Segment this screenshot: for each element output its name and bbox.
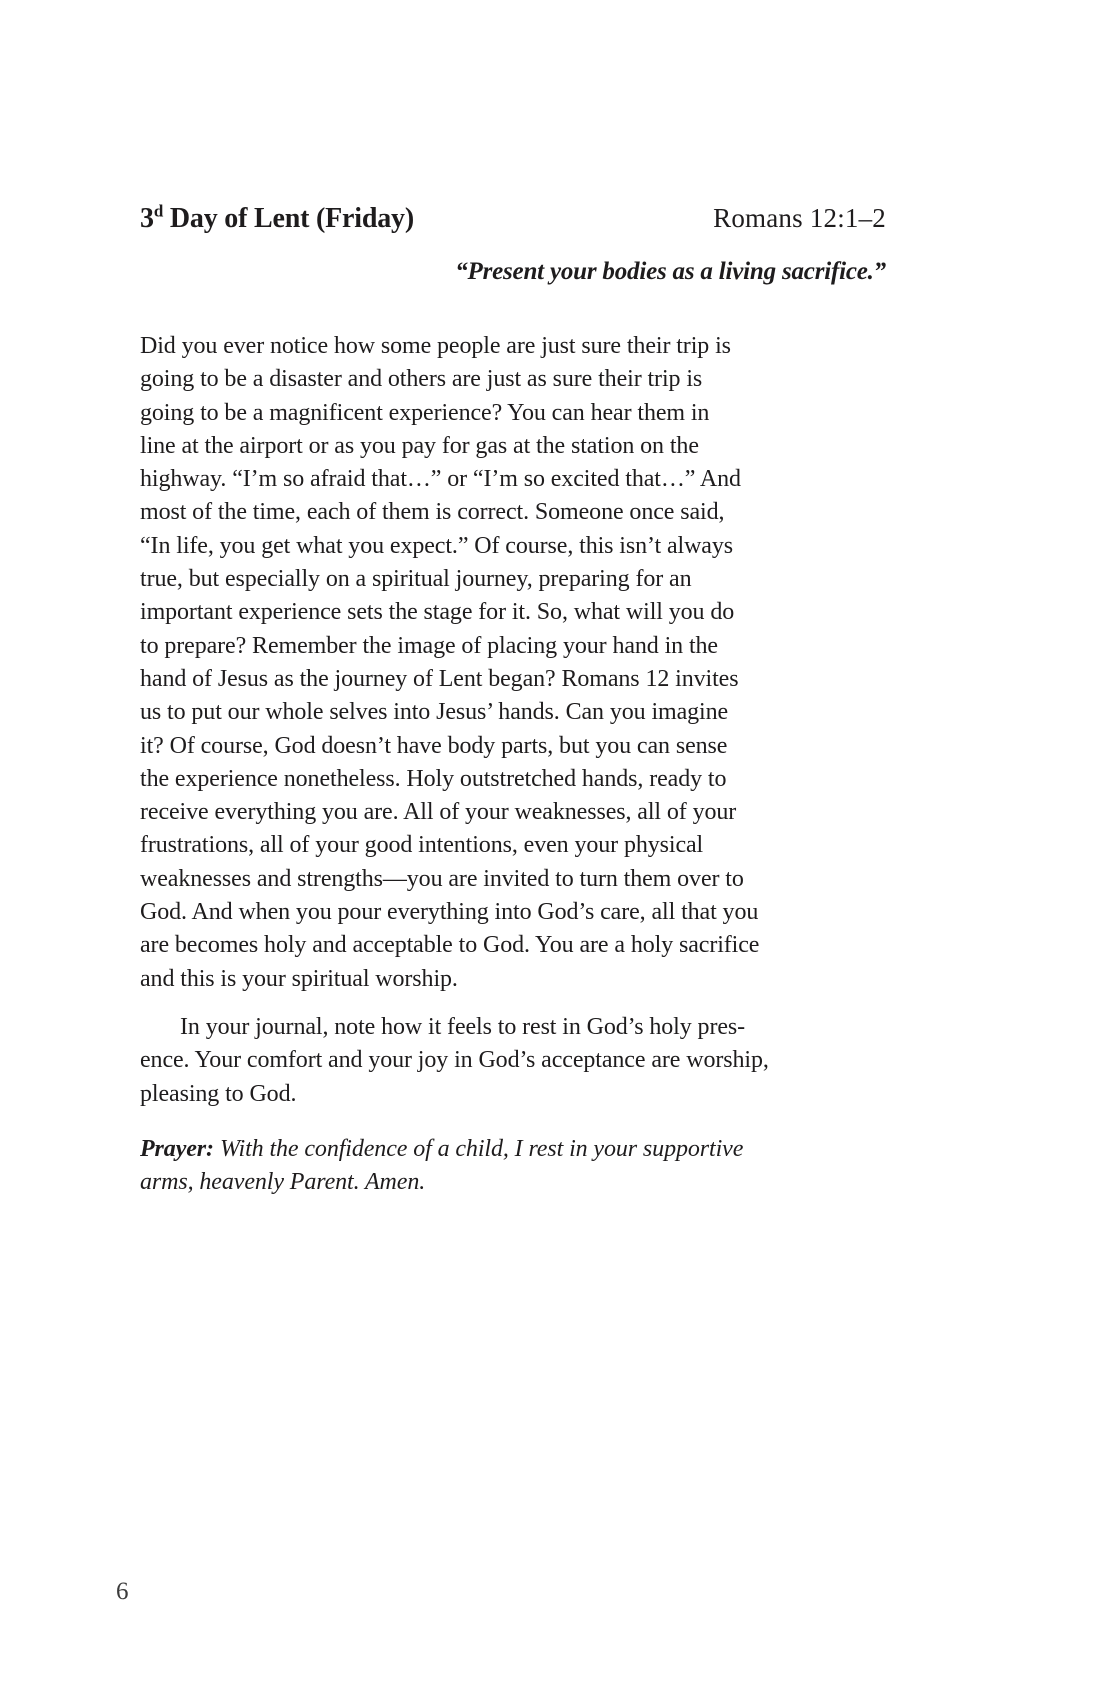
day-title-text: Day of Lent (Friday) xyxy=(163,203,414,234)
body-paragraph-2: In your journal, note how it feels to rest in God’s holy pres- ence. Your comfort and your joy in God’s acceptance are worship, pleasing to God. xyxy=(140,1013,769,1107)
scripture-reference: Romans 12:1–2 xyxy=(713,203,886,233)
prayer-paragraph xyxy=(140,1133,886,1200)
day-number: 3 xyxy=(140,203,154,234)
day-ordinal-suffix: d xyxy=(153,201,164,221)
scripture-quote: “Present your bodies as a living sacrifice.” xyxy=(455,258,886,285)
page-header xyxy=(140,203,886,235)
day-title xyxy=(140,203,414,235)
body-paragraph-1: Did you ever notice how some people are just sure their trip is going to be a disaster and others are just as sure their trip is going to be a magnificent experience? You can hear them in line at the airport or as you pay for gas at the station on the highway. “I’m so afraid that…” or “I’m so excited that…” And most of the time, each of them is correct. Someone once said, “In life, you get what you expect.” Of course, this isn’t always true, but especially on a spiritual journey, preparing for an important experience sets the stage for it. So, what will you do to prepare? Remember the image of placing your hand in the hand of Jesus as the journey of Lent began? Romans 12 invites us to put our whole selves into Jesus’ hands. Can you imagine it? Of course, God doesn’t have body parts, but you can sense the experience nonetheless. Holy outstretched hands, ready to receive everything you are. All of your weaknesses, all of your frustrations, all of your good intentions, even your physical weaknesses and strengths—you are invited to turn them over to God. And when you pour everything into God’s care, all that you are becomes holy and acceptable to God. You are a holy sacrifice and this is your spiritual worship. xyxy=(140,333,760,992)
page-content xyxy=(140,203,886,1199)
page-number: 6 xyxy=(116,1578,129,1605)
prayer-text: With the confidence of a child, I rest in your supportive arms, heavenly Parent. Amen. xyxy=(140,1135,744,1196)
prayer-label: Prayer: xyxy=(140,1135,214,1162)
